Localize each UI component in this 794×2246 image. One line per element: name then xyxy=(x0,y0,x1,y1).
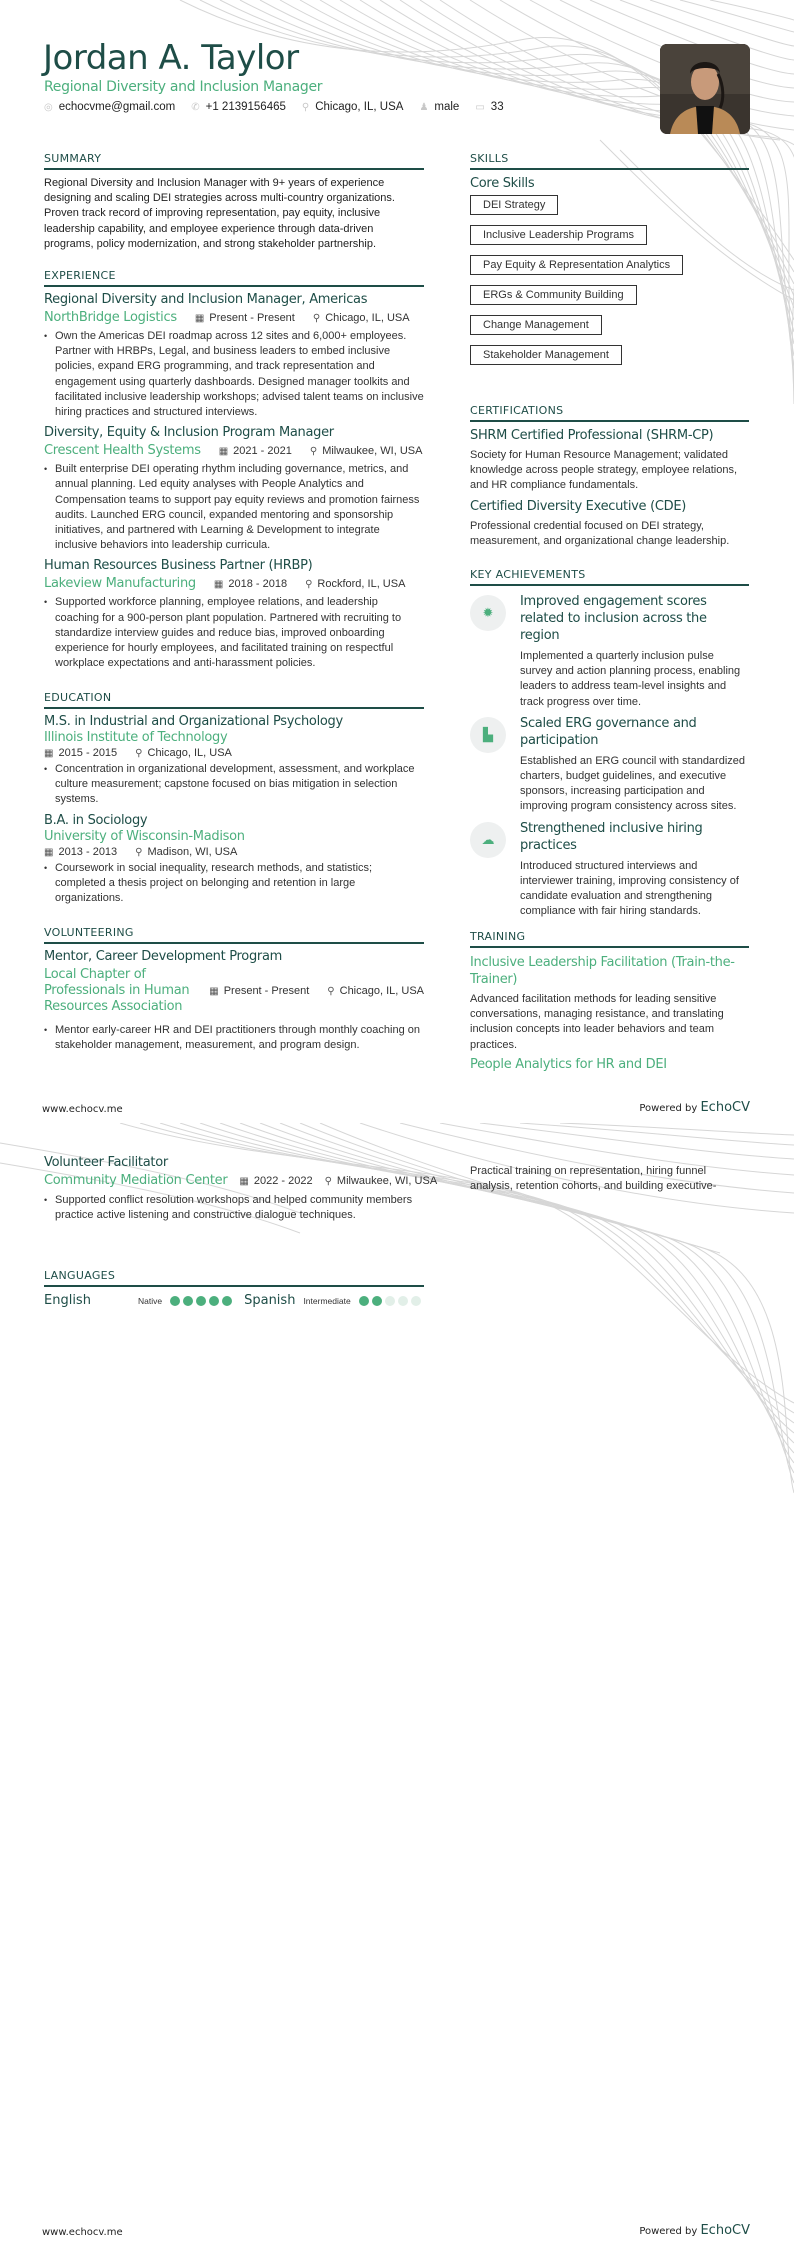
edu-location: ⚲ Madison, WI, USA xyxy=(135,845,238,858)
volunteering-heading: VOLUNTEERING xyxy=(44,926,134,939)
edu-location: ⚲ Chicago, IL, USA xyxy=(135,747,232,759)
job-title: Human Resources Business Partner (HRBP) xyxy=(44,558,313,574)
achievement-desc: Implemented a quarterly inclusion pulse survey and action planning process, enabling leaders to address team-level insights and track progress over time. xyxy=(520,650,741,708)
volunteer-role: Volunteer Facilitator xyxy=(44,1155,168,1170)
edu-dates: ▦ 2015 - 2015 xyxy=(44,747,118,759)
job-location: ⚲ Rockford, IL, USA xyxy=(305,577,406,590)
skill-tags xyxy=(470,195,749,375)
achievement-item xyxy=(470,715,749,815)
job-location: ⚲ Milwaukee, WI, USA xyxy=(309,444,423,457)
degree: M.S. in Industrial and Organizational Psychology xyxy=(44,714,343,729)
edu-bullet: • Coursework in social inequality, research methods, and statistics; completed a thesis project on belonging and retention in large organizations. xyxy=(44,861,373,905)
company-name: Lakeview Manufacturing xyxy=(44,576,196,592)
education-section xyxy=(44,691,424,906)
calendar-icon: ▭ xyxy=(475,101,485,113)
contact-location: ⚲ Chicago, IL, USA xyxy=(301,101,404,113)
skill-tag: ERGs & Community Building xyxy=(470,285,637,305)
language-proficiency-dots xyxy=(170,1296,232,1306)
company-name: NorthBridge Logistics xyxy=(44,310,177,325)
volunteer-location: ⚲ Milwaukee, WI, USA xyxy=(324,1174,438,1187)
skills-heading: SKILLS xyxy=(470,152,509,165)
experience-item xyxy=(44,425,424,553)
training-desc: Practical training on representation, hiring funnel analysis, retention cohorts, and building executive- xyxy=(470,1165,717,1193)
contact-phone[interactable]: ✆ +1 2139156465 xyxy=(191,101,286,113)
location-pin-icon: ⚲ xyxy=(324,1175,332,1187)
language-name: English xyxy=(44,1293,91,1308)
language-name: Spanish xyxy=(244,1293,296,1308)
experience-section xyxy=(44,269,424,671)
volunteer-dates: ▦ Present - Present xyxy=(209,985,310,997)
achievement-title: Improved engagement scores related to inclusion across the region xyxy=(520,594,707,643)
person-icon: ♟ xyxy=(419,101,429,113)
location-pin-icon: ⚲ xyxy=(309,445,318,457)
achievements-heading: KEY ACHIEVEMENTS xyxy=(470,568,586,581)
job-dates: ▦ Present - Present xyxy=(194,311,295,324)
section-divider xyxy=(470,168,749,170)
degree: B.A. in Sociology xyxy=(44,812,148,828)
volunteer-bullet: • Mentor early-career HR and DEI practitioners through monthly coaching on stakeholder management, measurement, and program design. xyxy=(44,1024,421,1052)
training-continued xyxy=(470,1164,749,1194)
volunteering-item xyxy=(44,949,424,1053)
skill-tag: Inclusive Leadership Programs xyxy=(470,225,647,245)
location-pin-icon: ⚲ xyxy=(301,101,310,113)
footer-website[interactable]: www.echocv.me xyxy=(42,1104,123,1115)
footer-website[interactable]: www.echocv.me xyxy=(42,2227,123,2238)
volunteer-bullet: • Supported conflict resolution workshops and helped community members practice active listening and constructive dialogue techniques. xyxy=(44,1194,413,1222)
experience-heading: EXPERIENCE xyxy=(44,269,116,282)
cert-title: Certified Diversity Executive (CDE) xyxy=(470,498,687,514)
volunteer-location: ⚲ Chicago, IL, USA xyxy=(327,985,424,997)
summary-text: Regional Diversity and Inclusion Manager with 9+ years of experience designing and scaling DEI strategies across multi-country organizations. Proven track record of improving representation, pay equity, inclusive leadership capability, and employee experience through data-driven programs, policy modernization, and strong stakeholder partnership. xyxy=(44,177,395,250)
cert-title: SHRM Certified Professional (SHRM-CP) xyxy=(470,428,714,443)
volunteer-dates: ▦ 2022 - 2022 xyxy=(239,1174,313,1187)
section-divider xyxy=(44,168,424,170)
edu-dates: ▦ 2013 - 2013 xyxy=(44,845,118,858)
phone-icon: ✆ xyxy=(191,101,200,113)
calendar-icon: ▦ xyxy=(209,986,219,997)
certifications-heading: CERTIFICATIONS xyxy=(470,404,564,417)
volunteer-role: Mentor, Career Development Program xyxy=(44,949,282,964)
candidate-name: Jordan A. Taylor xyxy=(43,38,299,78)
job-location: ⚲ Chicago, IL, USA xyxy=(312,311,410,324)
location-pin-icon: ⚲ xyxy=(135,748,143,759)
training-heading: TRAINING xyxy=(470,930,526,943)
section-divider xyxy=(44,707,424,709)
job-title: Diversity, Equity & Inclusion Program Manager xyxy=(44,425,334,441)
languages-section xyxy=(44,1269,424,1308)
resume-page-2 xyxy=(0,1123,794,2246)
volunteer-org: Community Mediation Center xyxy=(44,1173,228,1188)
job-dates: ▦ 2018 - 2018 xyxy=(213,577,288,590)
achievement-desc: Introduced structured interviews and interviewer training, improving consistency of candidate evaluation and strengthening compliance with fair hiring standards. xyxy=(520,859,739,918)
location-pin-icon: ⚲ xyxy=(135,846,143,858)
job-title: Regional Diversity and Inclusion Manager, Americas xyxy=(44,292,368,307)
achievement-item xyxy=(470,820,749,920)
job-bullet: • Own the Americas DEI roadmap across 12 sites and 6,000+ employees. Partner with HRBPs, Legal, and business leaders to embed inclusive policies, expand ERG programming, and track representation and engagement using quarterly dashboards. Designed manager toolkits and facilitated inclusive leadership workshops; advised talent teams on inclusive hiring practices and structured interviews. xyxy=(44,330,424,419)
experience-item xyxy=(44,292,424,420)
language-level: Intermediate xyxy=(303,1295,351,1306)
certifications-section xyxy=(470,404,749,549)
skill-tag: Pay Equity & Representation Analytics xyxy=(470,255,683,275)
skill-tag: DEI Strategy xyxy=(470,195,558,215)
job-bullet: • Built enterprise DEI operating rhythm including governance, metrics, and annual planning. Led equity analyses with People Analytics and Compensation teams to support pay equity reviews and promotion fairness audits. Launched ERG council, expanded mentoring and sponsorship initiatives, and partnered with Learning & Development to integrate inclusive behaviors into leadership curricula. xyxy=(44,463,420,552)
section-divider xyxy=(44,285,424,287)
section-divider xyxy=(44,942,424,944)
achievement-title: Strengthened inclusive hiring practices xyxy=(520,820,703,853)
calendar-icon: ▦ xyxy=(44,748,54,759)
footer-powered-by: Powered by EchoCV xyxy=(639,1100,750,1115)
volunteer-org: Local Chapter of Professionals in Human Resources Association xyxy=(44,967,190,1014)
calendar-icon: ▦ xyxy=(194,312,205,324)
skills-group-title: Core Skills xyxy=(470,176,535,191)
gear-icon: ✹ xyxy=(470,595,506,631)
experience-item xyxy=(44,558,424,671)
achievement-desc: Established an ERG council with standardized charters, budget guidelines, and executive sponsors, increasing participation and improving program consistency across sites. xyxy=(520,754,746,813)
volunteering-section xyxy=(44,926,424,1053)
achievement-item xyxy=(470,593,749,710)
cert-desc: Society for Human Resource Management; validated knowledge across people strategy, employee relations, and HR compliance fundamentals. xyxy=(470,449,738,492)
training-title: People Analytics for HR and DEI xyxy=(470,1056,667,1072)
calendar-icon: ▦ xyxy=(218,445,229,457)
achievements-section xyxy=(470,568,749,919)
section-divider xyxy=(470,946,749,948)
at-icon: ◎ xyxy=(44,101,53,113)
language-proficiency-dots xyxy=(359,1296,421,1306)
job-dates: ▦ 2021 - 2021 xyxy=(218,444,292,457)
company-name: Crescent Health Systems xyxy=(44,443,201,459)
languages-list xyxy=(44,1293,424,1308)
education-item xyxy=(44,714,424,808)
section-divider xyxy=(470,584,749,586)
location-pin-icon: ⚲ xyxy=(312,312,321,324)
volunteering-continued xyxy=(44,1155,438,1223)
skills-section xyxy=(470,152,749,375)
calendar-icon: ▦ xyxy=(44,846,54,858)
languages-heading: LANGUAGES xyxy=(44,1269,116,1282)
location-pin-icon: ⚲ xyxy=(305,578,313,590)
achievement-title: Scaled ERG governance and participation xyxy=(520,715,697,748)
school-name: Illinois Institute of Technology xyxy=(44,730,228,745)
language-level: Native xyxy=(138,1295,163,1306)
section-divider xyxy=(44,1285,424,1287)
summary-heading: SUMMARY xyxy=(44,152,102,165)
summary-section xyxy=(44,152,424,252)
school-name: University of Wisconsin-Madison xyxy=(44,828,245,844)
contact-email[interactable]: ◎ echocvme@gmail.com xyxy=(44,101,176,113)
candidate-title: Regional Diversity and Inclusion Manager xyxy=(44,79,323,95)
footer-powered-by: Powered by EchoCV xyxy=(639,2223,750,2238)
training-title: Inclusive Leadership Facilitation (Train-the-Trainer) xyxy=(470,955,735,987)
contact-age: ▭ 33 xyxy=(475,101,504,113)
cert-desc: Professional credential focused on DEI strategy, measurement, and organizational change leadership. xyxy=(470,519,730,547)
location-pin-icon: ⚲ xyxy=(327,986,335,997)
calendar-icon: ▦ xyxy=(239,1175,249,1187)
profile-photo xyxy=(660,44,750,134)
file-chart-icon: ▙ xyxy=(470,717,506,753)
contact-line xyxy=(44,101,514,113)
education-item xyxy=(44,813,424,907)
skill-tag: Change Management xyxy=(470,315,602,335)
training-section xyxy=(470,930,749,1072)
job-bullet: • Supported workforce planning, employee relations, and leadership coaching for a 900-person plant population. Partnered with recruiting to standardize interview guides and reduce bias, improved onboarding experience for hourly employees, and facilitated training on respectful workplace expectations and anti-harassment policies. xyxy=(44,596,402,670)
volunteering-item xyxy=(44,1155,438,1223)
contact-gender: ♟ male xyxy=(419,101,460,113)
calendar-icon: ▦ xyxy=(213,578,224,590)
skill-tag: Stakeholder Management xyxy=(470,345,622,365)
education-heading: EDUCATION xyxy=(44,691,112,704)
training-desc: Advanced facilitation methods for leading sensitive conversations, managing resistance, and translating inclusion concepts into leader behaviors and team practices. xyxy=(470,993,724,1051)
brand-name[interactable]: EchoCV xyxy=(700,1100,750,1115)
cloud-icon: ☁ xyxy=(470,822,506,858)
section-divider xyxy=(470,420,749,422)
edu-bullet: • Concentration in organizational development, assessment, and workplace culture measurement; capstone focused on bias mitigation in selection systems. xyxy=(44,763,415,806)
brand-name[interactable]: EchoCV xyxy=(700,2223,750,2238)
